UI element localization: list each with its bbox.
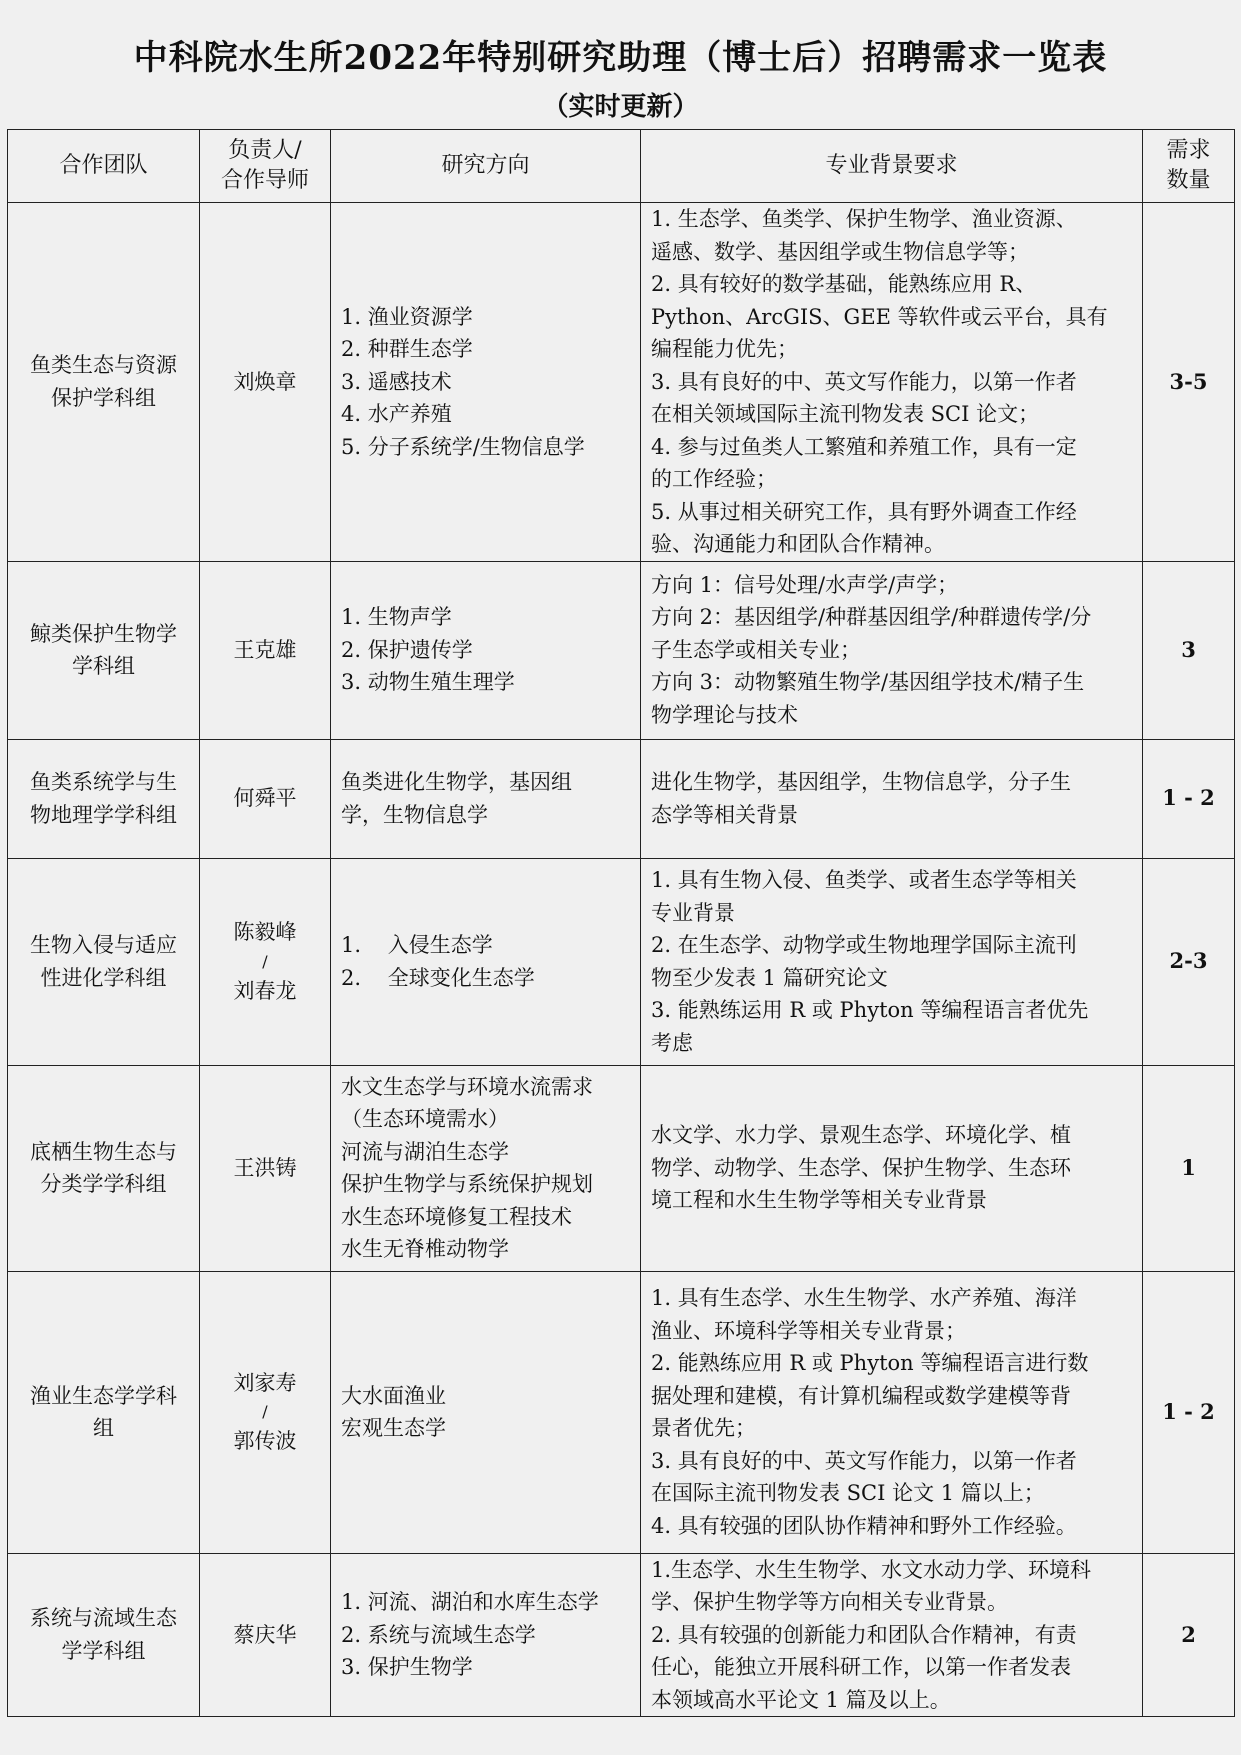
direction-cell-line: 1. 入侵生态学 <box>341 933 493 957</box>
team-cell-line: 性进化学科组 <box>40 965 167 990</box>
team-cell-line: 保护学科组 <box>51 385 156 410</box>
requirements-cell-line: 1. 生态学、鱼类学、保护生物学、渔业资源、 <box>651 207 1077 231</box>
direction-cell <box>331 1271 641 1553</box>
lead-cell <box>200 1553 331 1717</box>
direction-cell-line: 水生态环境修复工程技术 <box>341 1204 572 1229</box>
count-cell <box>1143 1065 1235 1271</box>
lead-cell <box>200 739 331 858</box>
requirements-cell-line: 1. 具有生态学、水生生物学、水产养殖、海洋 <box>651 1286 1077 1310</box>
requirements-cell <box>641 203 1143 562</box>
count-cell-line: 3 <box>1181 636 1196 662</box>
requirements-cell-line: Python、ArcGIS、GEE 等软件或云平台，具有 <box>651 304 1108 329</box>
count-cell <box>1143 858 1235 1065</box>
lead-cell <box>200 1271 331 1553</box>
requirements-cell-line: 2. 具有较好的数学基础，能熟练应用 R、 <box>651 272 1037 296</box>
requirements-cell-line: 3. 能熟练运用 R 或 Phyton 等编程语言者优先 <box>651 998 1089 1022</box>
requirements-cell-line: 3. 具有良好的中、英文写作能力，以第一作者 <box>651 369 1077 394</box>
team-cell-line: 鲸类保护生物学 <box>30 621 177 646</box>
requirements-cell <box>641 1065 1143 1271</box>
table-body <box>8 203 1235 1717</box>
team-cell <box>8 561 200 739</box>
count-cell <box>1143 203 1235 562</box>
team-cell <box>8 858 200 1065</box>
direction-cell <box>331 561 641 739</box>
requirements-cell <box>641 858 1143 1065</box>
direction-cell <box>331 1065 641 1271</box>
direction-cell-line: 学，生物信息学 <box>341 802 488 827</box>
lead-cell-line: 何舜平 <box>233 786 297 811</box>
recruitment-table <box>7 129 1235 1717</box>
direction-cell-line: 2. 系统与流域生态学 <box>341 1622 536 1647</box>
requirements-cell-line: 2. 具有较强的创新能力和团队合作精神，有责 <box>651 1622 1077 1647</box>
requirements-cell-line: 遥感、数学、基因组学或生物信息学等； <box>651 239 1029 264</box>
requirements-cell-line: 编程能力优先； <box>651 337 798 361</box>
lead-cell <box>200 203 331 562</box>
lead-cell-line: 王克雄 <box>233 637 297 662</box>
count-cell <box>1143 1553 1235 1717</box>
count-cell-line: 1 - 2 <box>1162 785 1215 811</box>
requirements-cell-line: 的工作经验； <box>651 467 777 491</box>
direction-cell-line: 2. 保护遗传学 <box>341 637 473 662</box>
requirements-cell-line: 4. 参与过鱼类人工繁殖和养殖工作，具有一定 <box>651 434 1077 459</box>
requirements-cell-line: 态学等相关背景 <box>651 802 798 827</box>
direction-cell <box>331 858 641 1065</box>
direction-cell-line: 保护生物学与系统保护规划 <box>341 1172 593 1196</box>
requirements-cell-line: 1. 具有生物入侵、鱼类学、或者生态学等相关 <box>651 868 1077 892</box>
direction-cell-line: 1. 河流、湖泊和水库生态学 <box>341 1590 599 1614</box>
direction-cell-line: （生态环境需水） <box>341 1107 509 1131</box>
lead-cell-line: / <box>262 1402 268 1421</box>
table-row <box>8 1553 1235 1717</box>
header-lead: 负责人/ 合作导师 <box>200 130 331 203</box>
direction-cell-line: 2. 全球变化生态学 <box>341 965 535 990</box>
table-header-row <box>8 130 1235 203</box>
requirements-cell-line: 专业背景 <box>651 900 735 925</box>
requirements-cell-line: 景者优先； <box>651 1416 756 1440</box>
team-cell <box>8 1271 200 1553</box>
lead-cell <box>200 561 331 739</box>
direction-cell-line: 宏观生态学 <box>341 1416 446 1440</box>
team-cell <box>8 1553 200 1717</box>
direction-cell-line: 5. 分子系统学/生物信息学 <box>341 434 585 459</box>
requirements-cell-line: 方向 1：信号处理/水声学/声学； <box>651 572 959 597</box>
lead-cell <box>200 858 331 1065</box>
lead-cell-line: 陈毅峰 <box>233 920 297 944</box>
requirements-cell-line: 据处理和建模，有计算机编程或数学建模等背 <box>651 1383 1071 1408</box>
direction-cell-line: 3. 动物生殖生理学 <box>341 670 515 695</box>
team-cell-line: 渔业生态学学科 <box>30 1383 177 1408</box>
lead-cell-line: 蔡庆华 <box>233 1622 297 1647</box>
direction-cell <box>331 1553 641 1717</box>
requirements-cell <box>641 739 1143 858</box>
requirements-cell-line: 本领域高水平论文 1 篇及以上。 <box>651 1687 951 1712</box>
lead-cell-line: 刘春龙 <box>233 978 297 1003</box>
requirements-cell-line: 在相关领域国际主流刊物发表 SCI 论文； <box>651 402 1040 426</box>
count-cell-line: 1 - 2 <box>1162 1398 1215 1424</box>
team-cell-line: 物地理学学科组 <box>30 802 177 827</box>
direction-cell-line: 大水面渔业 <box>341 1383 446 1408</box>
count-cell-line: 2 <box>1181 1621 1196 1647</box>
lead-cell-line: 郭传波 <box>233 1429 297 1453</box>
team-cell-line: 生物入侵与适应 <box>30 933 177 957</box>
count-cell-line: 1 <box>1181 1154 1196 1180</box>
lead-cell-line: 刘焕章 <box>233 369 297 394</box>
direction-cell-line: 水文生态学与环境水流需求 <box>341 1074 593 1099</box>
requirements-cell-line: 物至少发表 1 篇研究论文 <box>651 965 888 990</box>
requirements-cell <box>641 1271 1143 1553</box>
requirements-cell-line: 3. 具有良好的中、英文写作能力，以第一作者 <box>651 1448 1077 1473</box>
count-cell <box>1143 561 1235 739</box>
requirements-cell-line: 物学理论与技术 <box>651 702 798 727</box>
team-cell-line: 鱼类生态与资源 <box>30 353 177 378</box>
requirements-cell-line: 5. 从事过相关研究工作，具有野外调查工作经 <box>651 499 1077 524</box>
requirements-cell-line: 方向 3：动物繁殖生物学/基因组学技术/精子生 <box>651 670 1085 695</box>
requirements-cell-line: 2. 在生态学、动物学或生物地理学国际主流刊 <box>651 933 1077 957</box>
count-cell <box>1143 1271 1235 1553</box>
lead-cell-line: 王洪铸 <box>233 1155 297 1180</box>
count-cell-line: 2-3 <box>1169 948 1208 974</box>
team-cell <box>8 203 200 562</box>
team-cell <box>8 739 200 858</box>
requirements-cell <box>641 1553 1143 1717</box>
direction-cell-line: 河流与湖泊生态学 <box>341 1139 509 1164</box>
direction-cell-line: 1. 渔业资源学 <box>341 304 473 329</box>
requirements-cell-line: 验、沟通能力和团队合作精神。 <box>651 532 945 556</box>
count-cell-line: 3-5 <box>1169 368 1208 394</box>
header-requirements: 专业背景要求 <box>641 130 1143 203</box>
table-row <box>8 203 1235 562</box>
lead-cell-line: 刘家寿 <box>233 1370 297 1395</box>
requirements-cell-line: 考虑 <box>651 1030 693 1055</box>
table-row <box>8 739 1235 858</box>
lead-cell-line: / <box>262 951 268 971</box>
header-direction: 研究方向 <box>331 130 641 203</box>
table-row <box>8 1065 1235 1271</box>
table-row <box>8 858 1235 1065</box>
direction-cell-line: 2. 种群生态学 <box>341 337 473 361</box>
count-cell <box>1143 739 1235 858</box>
requirements-cell-line: 4. 具有较强的团队协作精神和野外工作经验。 <box>651 1513 1077 1538</box>
requirements-cell-line: 任心，能独立开展科研工作，以第一作者发表 <box>651 1655 1071 1679</box>
direction-cell-line: 4. 水产养殖 <box>341 402 452 426</box>
header-team: 合作团队 <box>8 130 200 203</box>
requirements-cell-line: 子生态学或相关专业； <box>651 637 861 662</box>
direction-cell-line: 3. 保护生物学 <box>341 1655 473 1679</box>
team-cell-line: 学学科组 <box>61 1638 146 1663</box>
team-cell <box>8 1065 200 1271</box>
requirements-cell-line: 1.生态学、水生生物学、水文水动力学、环境科 <box>651 1557 1092 1582</box>
page-subtitle: （实时更新） <box>542 92 699 122</box>
requirements-cell-line: 方向 2：基因组学/种群基因组学/种群遗传学/分 <box>651 605 1092 630</box>
requirements-cell-line: 水文学、水力学、景观生态学、环境化学、植 <box>651 1123 1071 1148</box>
direction-cell-line: 3. 遥感技术 <box>341 369 452 394</box>
requirements-cell-line: 在国际主流刊物发表 SCI 论文 1 篇以上； <box>651 1481 1045 1505</box>
requirements-cell-line: 进化生物学，基因组学，生物信息学，分子生 <box>651 770 1071 794</box>
requirements-cell-line: 境工程和水生生物学等相关专业背景 <box>651 1188 987 1213</box>
team-cell-line: 分类学学科组 <box>40 1172 167 1196</box>
team-cell-line: 鱼类系统学与生 <box>30 770 177 794</box>
direction-cell-line: 1. 生物声学 <box>341 605 452 630</box>
requirements-cell-line: 学、保护生物学等方向相关专业背景。 <box>651 1590 1008 1614</box>
team-cell-line: 学科组 <box>72 654 135 678</box>
team-cell-line: 系统与流域生态 <box>30 1606 177 1631</box>
requirements-cell <box>641 561 1143 739</box>
requirements-cell-line: 物学、动物学、生态学、保护生物学、生态环 <box>651 1155 1071 1180</box>
direction-cell-line: 水生无脊椎动物学 <box>341 1237 509 1261</box>
header-count: 需求 数量 <box>1143 130 1235 203</box>
requirements-cell-line: 2. 能熟练应用 R 或 Phyton 等编程语言进行数 <box>651 1351 1089 1375</box>
table-row <box>8 561 1235 739</box>
direction-cell <box>331 203 641 562</box>
direction-cell <box>331 739 641 858</box>
page-title: 中科院水生所2022年特别研究助理（博士后）招聘需求一览表 <box>133 38 1108 78</box>
team-cell-line: 组 <box>93 1416 114 1440</box>
direction-cell-line: 鱼类进化生物学，基因组 <box>341 770 572 794</box>
requirements-cell-line: 渔业、环境科学等相关专业背景； <box>651 1318 966 1343</box>
team-cell-line: 底栖生物生态与 <box>30 1139 177 1164</box>
table-row <box>8 1271 1235 1553</box>
lead-cell <box>200 1065 331 1271</box>
